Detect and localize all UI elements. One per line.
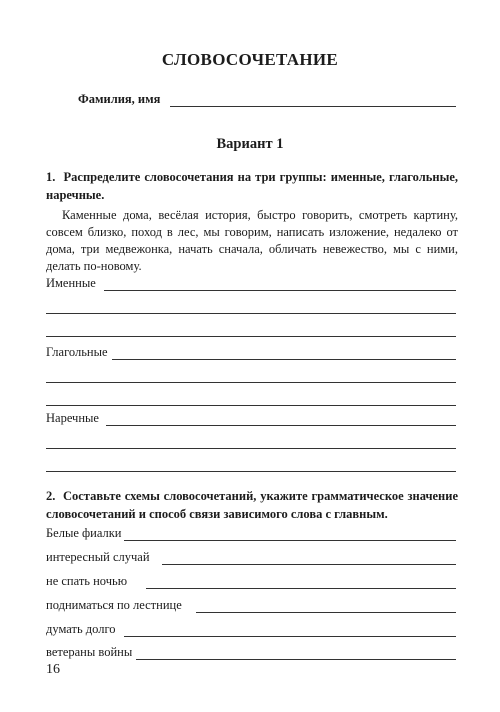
- task-2-instruction: [46, 487, 458, 523]
- phrase-label: подниматься по лестнице: [46, 598, 182, 612]
- answer-line[interactable]: [46, 336, 456, 337]
- name-field-line[interactable]: [170, 106, 456, 107]
- answer-line[interactable]: [124, 540, 456, 541]
- group-label-nominal: Именные: [46, 276, 96, 290]
- answer-line[interactable]: [46, 448, 456, 449]
- answer-line[interactable]: [106, 425, 456, 426]
- answer-line[interactable]: [112, 359, 456, 360]
- page-number: 16: [46, 662, 60, 677]
- task-1-number: 1.: [46, 170, 56, 184]
- group-label-adverbial: Наречные: [46, 411, 99, 425]
- answer-line[interactable]: [124, 636, 456, 637]
- group-label-verbal: Глагольные: [46, 345, 108, 359]
- phrase-label: ветераны войны: [46, 645, 133, 659]
- page-title: СЛОВОСОЧЕТАНИЕ: [161, 50, 339, 69]
- answer-line[interactable]: [146, 588, 456, 589]
- answer-line[interactable]: [162, 564, 456, 565]
- phrase-label: Белые фиалки: [46, 526, 122, 540]
- answer-line[interactable]: [46, 471, 456, 472]
- variant-heading: Вариант 1: [216, 136, 284, 152]
- task-1-instruction: [46, 168, 458, 204]
- answer-line[interactable]: [46, 313, 456, 314]
- task-2-number: 2.: [46, 489, 56, 503]
- task-1-text: Распределите словосочетания на три группы: именные, глагольные, наречные.: [46, 170, 458, 202]
- phrase-label: интересный случай: [46, 550, 150, 564]
- task-2-text: Составьте схемы словосочетаний, укажите грамматическое значение словосочетаний и способ связи зависимого слова с главным.: [46, 489, 459, 521]
- answer-line[interactable]: [104, 290, 456, 291]
- answer-line[interactable]: [46, 382, 456, 383]
- phrase-label: не спать ночью: [46, 574, 128, 588]
- answer-line[interactable]: [196, 612, 456, 613]
- name-label: Фамилия, имя: [78, 92, 161, 106]
- answer-line[interactable]: [136, 659, 456, 660]
- task-1-phrases: Каменные дома, весёлая история, быстро говорить, смотреть картину, совсем близко, поход в лес, мы говорим, написать изложение, недалеко от дома, три медвежонка, начать сначала, обличать невежество, мы с ними, делать по-новому.: [46, 208, 458, 273]
- phrase-label: думать долго: [46, 622, 116, 636]
- answer-line[interactable]: [46, 405, 456, 406]
